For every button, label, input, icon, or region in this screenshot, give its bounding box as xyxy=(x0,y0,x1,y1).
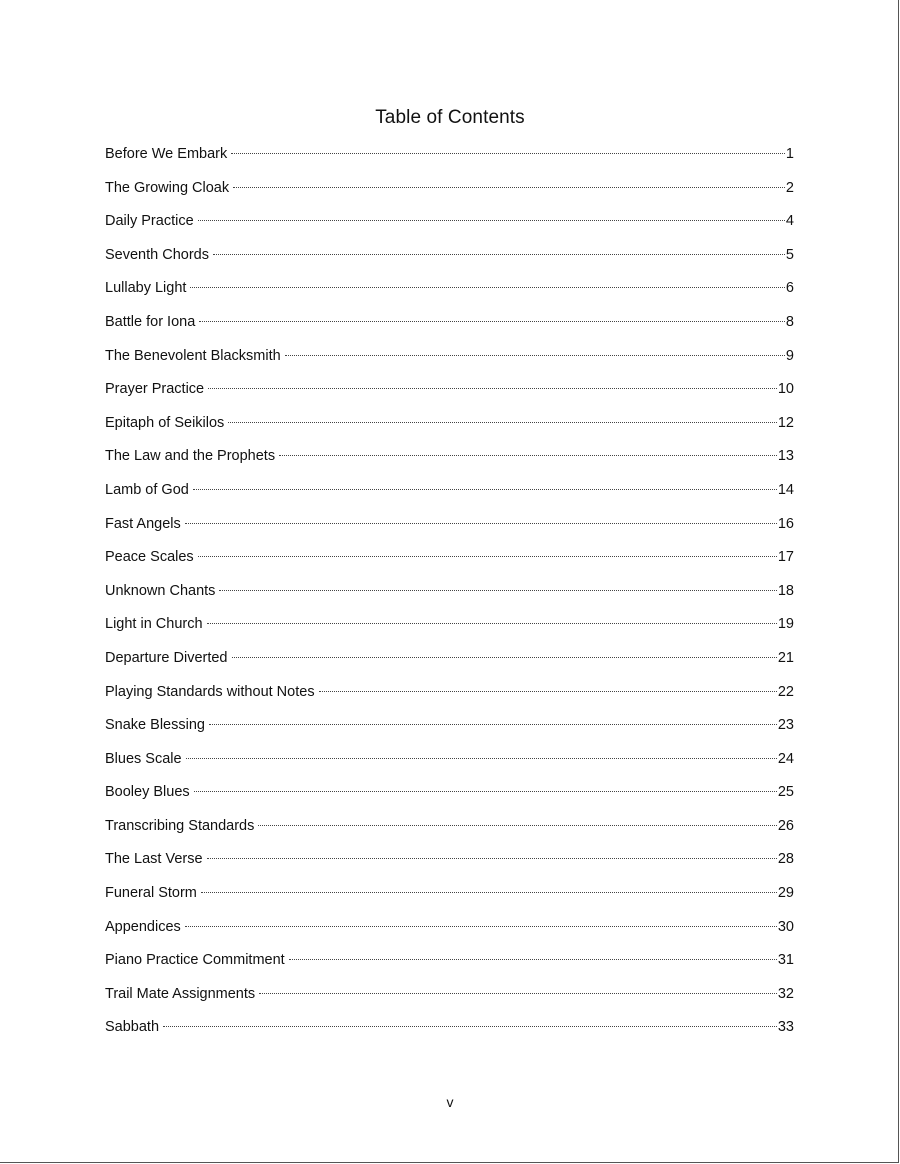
dot-leader xyxy=(258,825,776,826)
toc-entry-label: Fast Angels xyxy=(105,515,181,532)
toc-entry-page: 30 xyxy=(777,918,794,935)
toc-entry[interactable] xyxy=(105,612,794,646)
toc-entry-page: 17 xyxy=(777,549,794,566)
toc-entry-page: 28 xyxy=(777,851,794,868)
toc-entry-page: 2 xyxy=(785,179,794,196)
dot-leader xyxy=(209,724,777,725)
toc-entry[interactable] xyxy=(105,579,794,613)
toc-entry-page: 25 xyxy=(777,784,794,801)
toc-entry-label: Lullaby Light xyxy=(105,280,187,297)
toc-entry[interactable] xyxy=(105,276,794,310)
toc-entry-label: Battle for Iona xyxy=(105,313,196,330)
toc-entry[interactable] xyxy=(105,646,794,680)
toc-entry[interactable] xyxy=(105,780,794,814)
toc-entry-label: Funeral Storm xyxy=(105,885,197,902)
dot-leader xyxy=(190,287,785,288)
dot-leader xyxy=(207,623,777,624)
toc-entry-page: 1 xyxy=(785,146,794,162)
toc-entry-page: 31 xyxy=(777,952,794,969)
dot-leader xyxy=(186,758,777,759)
toc-entry-label: Lamb of God xyxy=(105,481,189,498)
toc-entry-label: Playing Standards without Notes xyxy=(105,683,315,700)
dot-leader xyxy=(198,220,785,221)
dot-leader xyxy=(232,657,777,658)
toc-entry-page: 22 xyxy=(777,683,794,700)
toc-entry[interactable] xyxy=(105,847,794,881)
toc-entry-label: Snake Blessing xyxy=(105,717,205,734)
toc-entry[interactable] xyxy=(105,915,794,949)
dot-leader xyxy=(319,691,777,692)
dot-leader xyxy=(231,153,785,154)
toc-entry[interactable] xyxy=(105,713,794,747)
toc-entry-label: Daily Practice xyxy=(105,213,194,230)
toc-entry[interactable] xyxy=(105,411,794,445)
toc-entry-label: Before We Embark xyxy=(105,146,228,162)
dot-leader xyxy=(194,791,777,792)
toc-entry-page: 32 xyxy=(777,985,794,1002)
toc-entry-label: Booley Blues xyxy=(105,784,190,801)
toc-entry-label: Seventh Chords xyxy=(105,246,209,263)
dot-leader xyxy=(259,993,777,994)
toc-entry[interactable] xyxy=(105,310,794,344)
toc-title: Table of Contents xyxy=(375,107,525,128)
toc-entry-page: 26 xyxy=(777,817,794,834)
dot-leader xyxy=(233,187,785,188)
dot-leader xyxy=(201,892,777,893)
toc-entry-label: Prayer Practice xyxy=(105,381,205,398)
dot-leader xyxy=(198,556,777,557)
toc-entry-label: Appendices xyxy=(105,918,181,935)
dot-leader xyxy=(199,321,785,322)
dot-leader xyxy=(289,959,777,960)
toc-entry-page: 33 xyxy=(777,1019,794,1036)
dot-leader xyxy=(279,455,777,456)
toc-entry-page: 9 xyxy=(785,347,794,364)
toc-entry-page: 19 xyxy=(777,616,794,633)
toc-entry[interactable] xyxy=(105,209,794,243)
dot-leader xyxy=(228,422,777,423)
toc-entry[interactable] xyxy=(105,176,794,210)
toc-entry[interactable] xyxy=(105,1015,794,1049)
toc-entry[interactable] xyxy=(105,243,794,277)
toc-entry-label: The Growing Cloak xyxy=(105,179,230,196)
toc-entry-label: Peace Scales xyxy=(105,549,194,566)
toc-entry-page: 12 xyxy=(777,414,794,431)
toc-entry-page: 5 xyxy=(785,246,794,263)
toc-entry-label: Unknown Chants xyxy=(105,582,216,599)
toc-entry-page: 6 xyxy=(785,280,794,297)
toc-entry-page: 21 xyxy=(777,649,794,666)
toc-entry-page: 29 xyxy=(777,885,794,902)
toc-entry[interactable] xyxy=(105,948,794,982)
toc-entry[interactable] xyxy=(105,982,794,1016)
dot-leader xyxy=(185,523,777,524)
toc-entry-page: 23 xyxy=(777,717,794,734)
toc-entry-label: Piano Practice Commitment xyxy=(105,952,285,969)
toc-entry-page: 8 xyxy=(785,313,794,330)
toc-entry-page: 10 xyxy=(777,381,794,398)
toc-entry[interactable] xyxy=(105,377,794,411)
toc-entry-label: The Last Verse xyxy=(105,851,203,868)
dot-leader xyxy=(193,489,777,490)
toc-entry-label: The Law and the Prophets xyxy=(105,448,276,465)
toc-entry[interactable] xyxy=(105,478,794,512)
toc-entry[interactable] xyxy=(105,814,794,848)
toc-entry[interactable] xyxy=(105,545,794,579)
dot-leader xyxy=(185,926,777,927)
toc-entry-label: Light in Church xyxy=(105,616,203,633)
dot-leader xyxy=(163,1026,777,1027)
dot-leader xyxy=(208,388,777,389)
toc-entry-page: 14 xyxy=(777,481,794,498)
dot-leader xyxy=(219,590,776,591)
toc-entry-label: Trail Mate Assignments xyxy=(105,985,256,1002)
toc-entry-label: Blues Scale xyxy=(105,750,182,767)
toc-entry-label: Departure Diverted xyxy=(105,649,228,666)
toc-entry-label: The Benevolent Blacksmith xyxy=(105,347,281,364)
toc-list xyxy=(105,142,794,1049)
dot-leader xyxy=(213,254,785,255)
toc-entry[interactable] xyxy=(105,512,794,546)
toc-entry[interactable] xyxy=(105,747,794,781)
toc-entry-page: 16 xyxy=(777,515,794,532)
toc-entry-label: Sabbath xyxy=(105,1019,160,1036)
dot-leader xyxy=(285,355,785,356)
page-number: v xyxy=(446,1094,454,1110)
toc-entry-page: 4 xyxy=(785,213,794,230)
toc-entry[interactable] xyxy=(105,344,794,378)
toc-entry-label: Epitaph of Seikilos xyxy=(105,414,225,431)
dot-leader xyxy=(207,858,777,859)
toc-entry-label: Transcribing Standards xyxy=(105,817,255,834)
toc-entry[interactable] xyxy=(105,444,794,478)
toc-entry-page: 18 xyxy=(777,582,794,599)
toc-entry[interactable] xyxy=(105,881,794,915)
toc-entry[interactable] xyxy=(105,142,794,176)
toc-entry-page: 24 xyxy=(777,750,794,767)
toc-entry[interactable] xyxy=(105,680,794,714)
toc-entry-page: 13 xyxy=(777,448,794,465)
